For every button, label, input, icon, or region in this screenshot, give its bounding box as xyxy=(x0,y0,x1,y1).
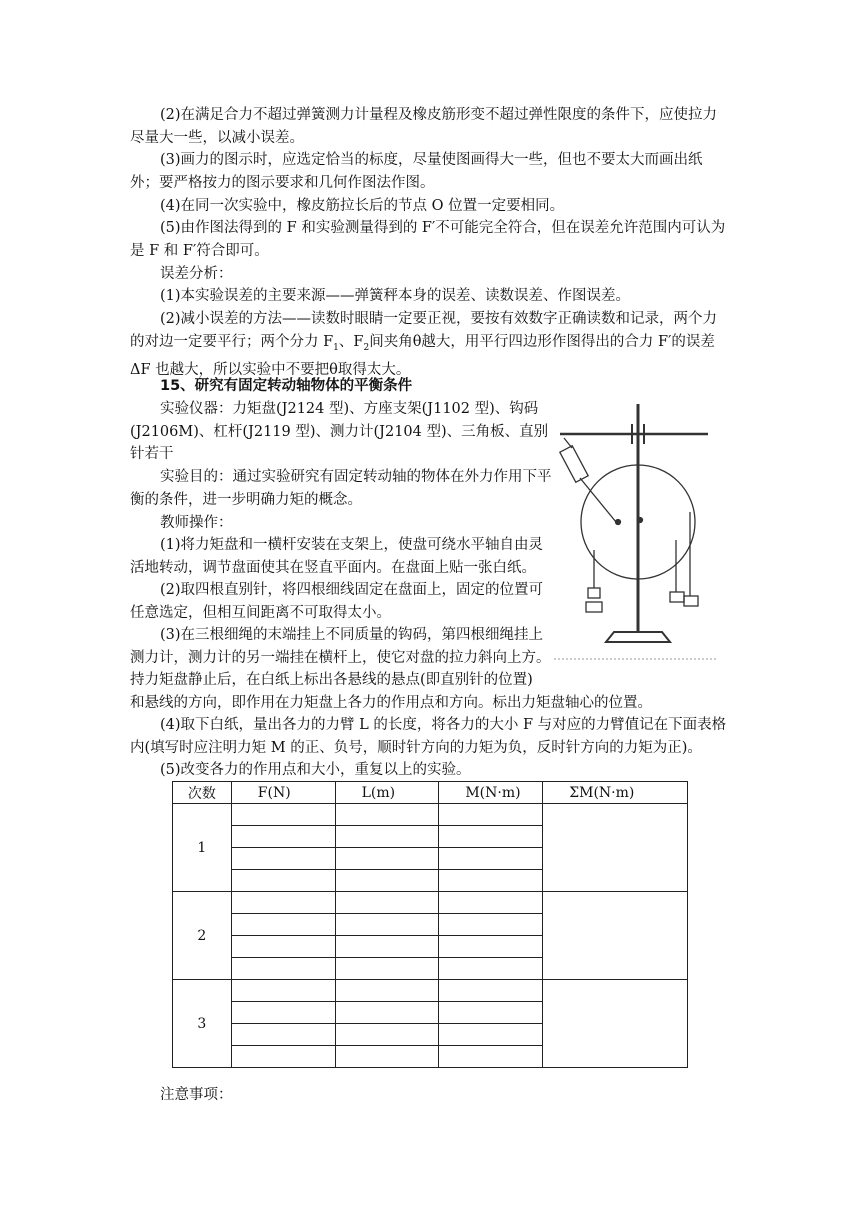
paragraph-tension: (2)在满足合力不超过弹簧测力计量程及橡皮筋形变不超过弹性限度的条件下，应使拉力尽量大一些，以减小误差。 xyxy=(130,107,718,146)
subscript-1: 1 xyxy=(333,342,339,353)
paragraph-step4: (4)取下白纸，量出各力的力臂 L 的长度，将各力的大小 F 与对应的力臂值记在下面表格内(填写时应注明力矩 M 的正、负号，顺时针方向的力矩为负，反时针方向的力矩为正)。 xyxy=(130,717,727,756)
paragraph-f-compare: (5)由作图法得到的 F 和实验测量得到的 F′不可能完全符合，但在误差允许范围内可认为是 F 和 F′符合即可。 xyxy=(130,220,726,259)
paragraph-error-source: (1)本实验误差的主要来源——弹簧秤本身的误差、读数误差、作图误差。 xyxy=(160,288,631,304)
group-number: 2 xyxy=(173,892,232,980)
paragraph-scale: (3)画力的图示时，应选定恰当的标度，尽量使图画得大一些，但也不要太大而画出纸外；要严格按力的图示要求和几何作图法作图。 xyxy=(130,152,703,191)
header-arm: L(m) xyxy=(335,782,439,804)
header-moment: M(N·m) xyxy=(439,782,543,804)
torque-disk-apparatus-figure xyxy=(554,400,722,662)
paragraph-step2: (2)取四根直别针，将四根细线固定在盘面上，固定的位置可任意选定，但相互间距离不可取得太小。 xyxy=(130,582,544,621)
paragraph-node-o: (4)在同一次实验中，橡皮筋拉长后的节点 O 位置一定要相同。 xyxy=(160,198,565,214)
subscript-2: 2 xyxy=(363,342,370,353)
paragraph-step3: (3)在三根细绳的末端挂上不同质量的钩码，第四根细绳挂上测力计，测力计的另一端挂在横杆上，使它对盘的拉力斜向上方。持力矩盘静止后，在白纸上标出各悬线的悬点(即直别针的位置) xyxy=(130,627,551,688)
sum-cell xyxy=(543,980,688,1068)
table-header-row xyxy=(173,782,688,804)
header-force: F(N) xyxy=(231,782,335,804)
header-count: 次数 xyxy=(173,782,232,804)
paragraph-error-reduce: (2)减小误差的方法——读数时眼睛一定要正视，要按有效数字正确读数和记录，两个力的对边一定要平行；两个分力 $F_1$、$F_2$间夹角θ越大，用平行四边形作图得出的合力 F′的误差ΔF 也越大，所以实验中不要把θ取得太大。 xyxy=(130,311,718,378)
paragraph-step3-cont: 和悬线的方向，即作用在力矩盘上各力的作用点和方向。标出力矩盘轴心的位置。 xyxy=(130,695,652,711)
table-row xyxy=(173,892,688,914)
data-table xyxy=(172,781,688,1068)
paragraph-teacher-op: 教师操作： xyxy=(160,515,233,531)
paragraph-purpose: 实验目的：通过实验研究有固定转动轴的物体在外力作用下平衡的条件，进一步明确力矩的概念。 xyxy=(130,469,552,508)
section-heading: 15、研究有固定转动轴物体的平衡条件 xyxy=(160,378,413,394)
group-number: 3 xyxy=(173,980,232,1068)
table-row xyxy=(173,804,688,826)
sum-cell xyxy=(543,892,688,980)
table-row xyxy=(173,980,688,1002)
header-sum-moment: ΣM(N·m) xyxy=(543,782,688,804)
paragraph-step5: (5)改变各力的作用点和大小，重复以上的实验。 xyxy=(160,762,471,778)
paragraph-error-heading: 误差分析： xyxy=(160,266,233,282)
sum-cell xyxy=(543,804,688,892)
paragraph-step1: (1)将力矩盘和一横杆安装在支架上，使盘可绕水平轴自由灵活地转动，调节盘面使其在竖直平面内。在盘面上贴一张白纸。 xyxy=(130,537,544,576)
paragraph-notes: 注意事项： xyxy=(160,1087,233,1103)
group-number: 1 xyxy=(173,804,232,892)
paragraph-equipment: 实验仪器：力矩盘(J2124 型)、方座支架(J1102 型)、钩码(J2106M)、杠杆(J2119 型)、测力计(J2104 型)、三角板、直别针若干 xyxy=(130,401,549,462)
